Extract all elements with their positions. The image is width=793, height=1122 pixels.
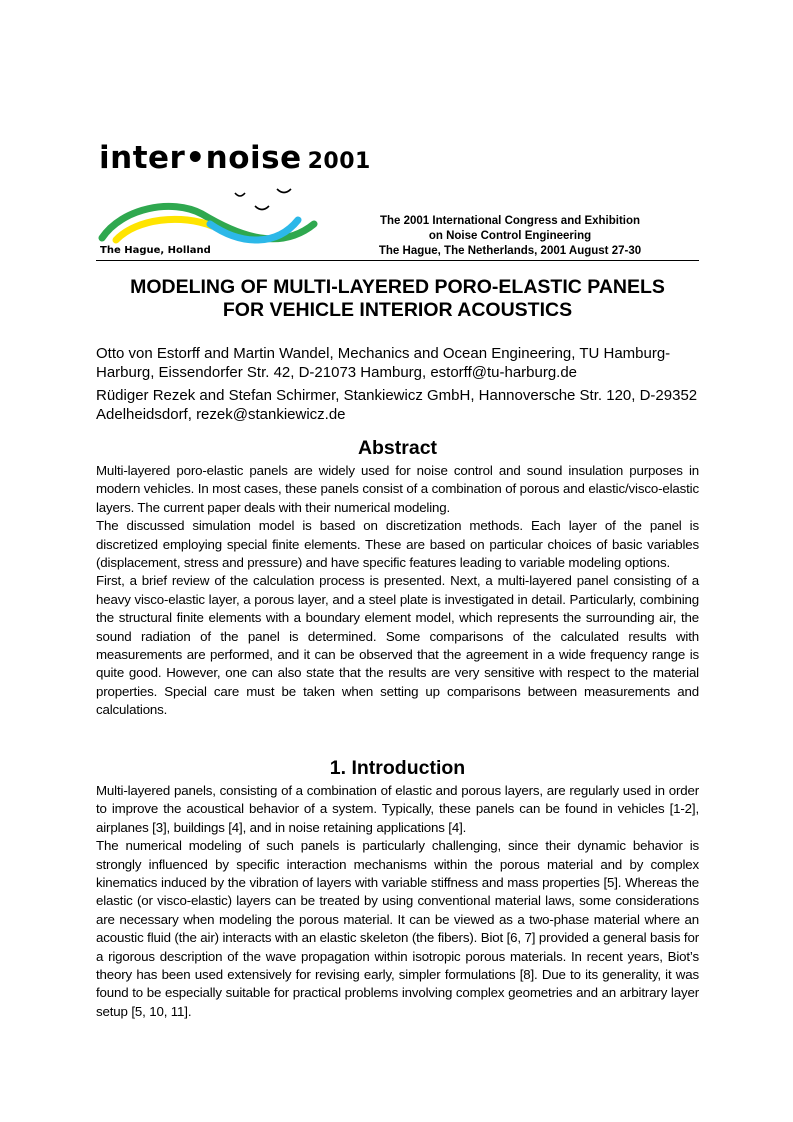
conference-line-1: The 2001 International Congress and Exhibition (379, 215, 641, 227)
abstract-paragraph-1: Multi-layered poro-elastic panels are widely used for noise control and sound insulation purposes in modern vehicles. In most cases, these panels consist of a combination of porous and elastic/visco-elastic layers. The current paper deals with their numerical modeling. (96, 463, 699, 515)
abstract-paragraph-3: First, a brief review of the calculation process is presented. Next, a multi-layered panel consisting of a heavy visco-elastic layer, a porous layer, and a steel plate is investigated in detail. Particularly, combining the structural finite elements with a boundary element model, which represents the surrounding air, the sound radiation of the panel is determined. Some comparisons of the calculated results with measurements are performed, and it can be observed that the agreement in a wide frequency range is quite good. However, one can also state that the results are very sensitive with respect to the material properties. Special care must be taken when setting up comparisons between measurements and calculations. (96, 573, 699, 718)
introduction-paragraph-1: Multi-layered panels, consisting of a combination of elastic and porous layers, are regularly used in order to improve the acoustical behavior of a system. Typically, these panels can be found in vehicles [1-2], airplanes [3], buildings [4], and in noise retaining applications [4]. (96, 783, 699, 835)
introduction-heading: 1. Introduction (329, 757, 466, 779)
paper-title-line-1: MODELING OF MULTI-LAYERED PORO-ELASTIC PANELS (130, 276, 665, 298)
author-block (96, 344, 706, 424)
header-rule (96, 260, 699, 261)
logo-place: The Hague, Holland (100, 245, 211, 256)
logo-smile-mark-2 (277, 189, 291, 193)
conference-line-2: on Noise Control Engineering (428, 230, 592, 242)
conference-info (360, 214, 660, 259)
conference-line-3: The Hague, The Netherlands, 2001 August 27-30 (378, 245, 642, 257)
authors-affiliation-2: Rüdiger Rezek and Stefan Schirmer, Stankiewicz GmbH, Hannoversche Str. 120, D-29352 Adelheidsdorf, rezek@stankiewicz.de (96, 387, 698, 423)
logo-year: 2001 (307, 149, 371, 174)
paper-title (96, 276, 699, 322)
abstract-heading: Abstract (357, 437, 438, 459)
logo-name: inter•noise (99, 140, 302, 176)
conference-logo-wordmark (99, 138, 371, 182)
logo-smile-mark-1 (235, 193, 245, 196)
authors-affiliation-1: Otto von Estorff and Martin Wandel, Mechanics and Ocean Engineering, TU Hamburg-Harburg, Eissendorfer Str. 42, D-21073 Hamburg, estorff@tu-harburg.de (96, 345, 671, 381)
abstract-body (96, 462, 699, 720)
introduction-body (96, 782, 699, 1021)
paper-title-line-2: FOR VEHICLE INTERIOR ACOUSTICS (222, 299, 573, 321)
logo-yellow-wave (116, 219, 212, 240)
abstract-paragraph-2: The discussed simulation model is based on discretization methods. Each layer of the panel is discretized employing special finite elements. These are based on particular choices of basic variables (displacement, stress and pressure) and have specific features leading to variable modeling options. (96, 518, 699, 571)
logo-smile-mark-3 (255, 206, 269, 210)
introduction-paragraph-2: The numerical modeling of such panels is particularly challenging, since their dynamic behavior is strongly influenced by specific interaction mechanisms within the porous material and by complex kinematics induced by the vibration of layers with variable stiffness and mass properties [5]. Whereas the elastic (or visco-elastic) layers can be treated by using conventional material laws, some considerations are necessary when modeling the porous material. It can be viewed as a two-phase material where an acoustic fluid (the air) interacts with an elastic skeleton (the fibers). Biot [6, 7] provided a general basis for a rigorous description of the wave propagation within isotropic porous materials. In recent years, Biot’s theory has been used extensively for revising early, simpler formulations [8]. Due to its generality, it was found to be especially suitable for practical problems involving complex geometries and an arbitrary layer setup [5, 10, 11]. (96, 838, 699, 1019)
